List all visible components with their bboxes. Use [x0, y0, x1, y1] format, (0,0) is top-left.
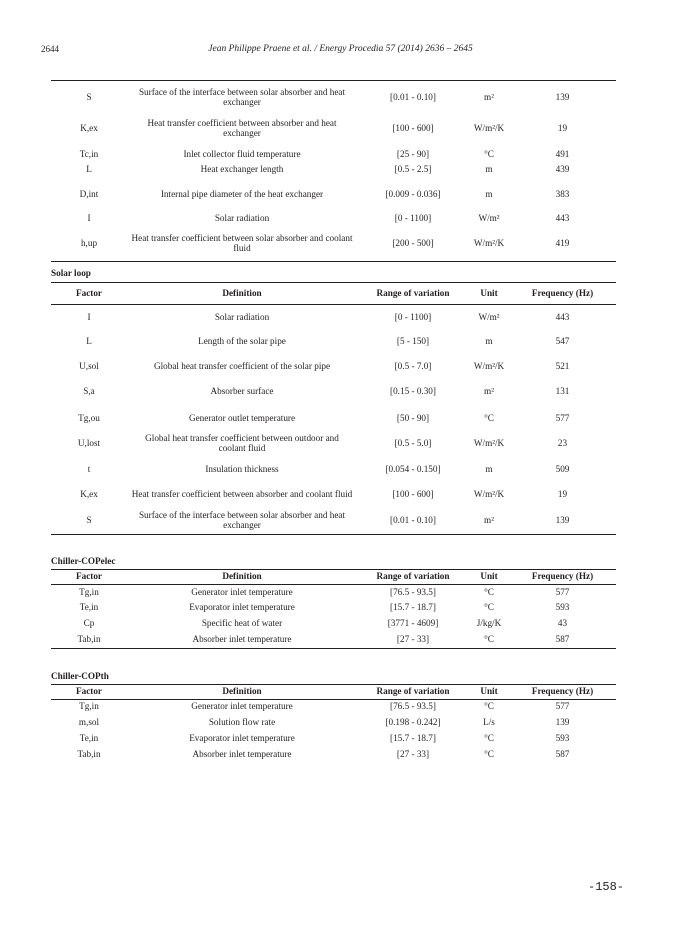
unit-cell: W/m²/K	[473, 437, 505, 448]
table-bottom-rule	[51, 261, 616, 262]
definition-cell: Internal pipe diameter of the heat exchanger	[160, 188, 324, 199]
range-cell: [200 - 500]	[392, 237, 434, 248]
range-cell: [25 - 90]	[396, 148, 430, 159]
range-cell: [0.01 - 0.10]	[390, 91, 436, 102]
range-cell: [0.5 - 5.0]	[394, 437, 432, 448]
definition-cell: Solution flow rate	[208, 717, 276, 728]
table-row	[51, 601, 616, 614]
factor-cell: t	[87, 463, 91, 474]
factor-cell: Cp	[83, 618, 95, 629]
unit-cell: W/m²	[478, 212, 500, 223]
definition-cell: Heat transfer coefficient between absorber and coolant fluid	[131, 488, 353, 499]
frequency-cell: 23	[557, 437, 568, 448]
definition-cell: Evaporator inlet temperature	[189, 733, 295, 744]
factor-cell: L	[86, 335, 92, 346]
table-row	[51, 147, 616, 161]
continued-table	[51, 80, 616, 262]
table-row	[51, 700, 616, 713]
section-title: Solar loop	[51, 268, 91, 278]
table-row	[51, 232, 616, 254]
frequency-cell: 43	[557, 618, 568, 629]
factor-cell: Tg,in	[79, 701, 99, 712]
definition-cell: Solar radiation	[214, 212, 270, 223]
journal-citation: Jean Philippe Praene et al. / Energy Procedia 57 (2014) 2636 – 2645	[208, 44, 473, 54]
range-cell: [15.7 - 18.7]	[390, 733, 436, 744]
range-cell: [5 - 150]	[396, 335, 430, 346]
table-row	[51, 509, 616, 531]
frequency-cell: 491	[555, 148, 570, 159]
range-cell: [27 - 33]	[396, 634, 430, 645]
factor-cell: S	[86, 514, 92, 525]
frequency-cell: 383	[555, 188, 570, 199]
unit-cell: m	[485, 463, 493, 474]
frequency-cell: 139	[555, 514, 570, 525]
column-header-row	[51, 286, 616, 300]
table-row	[51, 310, 616, 324]
range-cell: [15.7 - 18.7]	[390, 602, 436, 613]
frequency-cell: 547	[555, 335, 570, 346]
solar-loop-table	[51, 267, 616, 535]
range-cell: [100 - 600]	[392, 122, 434, 133]
header-definition: Definition	[222, 287, 262, 298]
frequency-cell: 131	[555, 385, 570, 396]
factor-cell: Tg,in	[79, 587, 99, 598]
table-row	[51, 617, 616, 630]
table-row	[51, 334, 616, 348]
table-row	[51, 716, 616, 729]
factor-cell: S	[86, 91, 92, 102]
column-header-row	[51, 570, 616, 583]
definition-cell: Global heat transfer coefficient between outdoor and coolant fluid	[145, 432, 339, 453]
unit-cell: W/m²	[478, 311, 500, 322]
range-cell: [100 - 600]	[392, 488, 434, 499]
header-rule	[51, 584, 616, 585]
page-footer-label: -158-	[588, 880, 625, 894]
definition-cell: Absorber surface	[210, 385, 274, 396]
chiller-copelec-table	[51, 555, 616, 650]
unit-cell: W/m²/K	[473, 488, 505, 499]
definition-cell: Absorber inlet temperature	[192, 749, 292, 760]
factor-cell: Te,in	[79, 602, 99, 613]
header-frequency: Frequency (Hz)	[531, 287, 594, 298]
range-cell: [0 - 1100]	[394, 212, 432, 223]
range-cell: [50 - 90]	[396, 412, 430, 423]
section-title: Chiller-COPelec	[51, 556, 116, 566]
table-row	[51, 86, 616, 108]
range-cell: [27 - 33]	[396, 749, 430, 760]
definition-cell: Global heat transfer coefficient of the solar pipe	[153, 360, 331, 371]
table-row	[51, 187, 616, 201]
header-frequency: Frequency (Hz)	[531, 571, 594, 582]
unit-cell: W/m²/K	[473, 360, 505, 371]
definition-cell: Heat transfer coefficient between absorber and heat exchanger	[147, 117, 337, 138]
table-row	[51, 732, 616, 745]
range-cell: [0.5 - 7.0]	[394, 360, 432, 371]
factor-cell: U,lost	[77, 437, 101, 448]
definition-cell: Absorber inlet temperature	[192, 634, 292, 645]
factor-cell: Tc,in	[79, 148, 99, 159]
definition-cell: Heat transfer coefficient between solar absorber and coolant fluid	[131, 232, 353, 253]
definition-cell: Insulation thickness	[205, 463, 279, 474]
table-row	[51, 748, 616, 761]
header-definition: Definition	[222, 571, 262, 582]
definition-cell: Solar radiation	[214, 311, 270, 322]
range-cell: [0.01 - 0.10]	[390, 514, 436, 525]
table-row	[51, 117, 616, 139]
table-top-rule	[51, 80, 616, 81]
range-cell: [0.009 - 0.036]	[385, 188, 441, 199]
chiller-copth-table	[51, 670, 616, 765]
range-cell: [0 - 1100]	[394, 311, 432, 322]
range-cell: [3771 - 4609]	[387, 618, 439, 629]
frequency-cell: 419	[555, 237, 570, 248]
table-row	[51, 162, 616, 176]
header-unit: Unit	[480, 571, 498, 582]
definition-cell: Heat exchanger length	[200, 163, 284, 174]
factor-cell: S,a	[83, 385, 95, 396]
frequency-cell: 509	[555, 463, 570, 474]
range-cell: [76.5 - 93.5]	[390, 587, 436, 598]
header-range: Range of variation	[376, 287, 450, 298]
header-frequency: Frequency (Hz)	[531, 686, 594, 697]
unit-cell: m	[485, 335, 493, 346]
frequency-cell: 19	[557, 488, 568, 499]
unit-cell: °C	[484, 602, 494, 613]
unit-cell: m	[485, 188, 493, 199]
section-title: Chiller-COPth	[51, 671, 109, 681]
unit-cell: °C	[484, 587, 494, 598]
definition-cell: Surface of the interface between solar absorber and heat exchanger	[138, 509, 346, 530]
column-header-row	[51, 685, 616, 698]
unit-cell: °C	[484, 701, 494, 712]
definition-cell: Length of the solar pipe	[198, 335, 286, 346]
frequency-cell: 577	[555, 412, 570, 423]
factor-cell: I	[87, 311, 91, 322]
factor-cell: U,sol	[79, 360, 99, 371]
factor-cell: K,ex	[80, 488, 98, 499]
factor-cell: Tab,in	[77, 749, 101, 760]
definition-cell: Generator inlet temperature	[191, 701, 293, 712]
factor-cell: Te,in	[79, 733, 99, 744]
definition-cell: Specific heat of water	[201, 618, 283, 629]
table-row	[51, 411, 616, 425]
frequency-cell: 593	[555, 733, 570, 744]
definition-cell: Evaporator inlet temperature	[189, 602, 295, 613]
frequency-cell: 443	[555, 311, 570, 322]
header-range: Range of variation	[376, 686, 450, 697]
table-row	[51, 359, 616, 373]
header-unit: Unit	[480, 686, 498, 697]
frequency-cell: 587	[555, 749, 570, 760]
unit-cell: m	[485, 163, 493, 174]
definition-cell: Generator inlet temperature	[191, 587, 293, 598]
factor-cell: I	[87, 212, 91, 223]
header-factor: Factor	[75, 686, 102, 697]
page-number: 2644	[41, 44, 59, 54]
factor-cell: m,sol	[78, 717, 100, 728]
table-row	[51, 483, 616, 505]
frequency-cell: 19	[557, 122, 568, 133]
unit-cell: L/s	[483, 717, 495, 728]
factor-cell: h,up	[80, 237, 98, 248]
factor-cell: D,int	[79, 188, 99, 199]
unit-cell: m²	[484, 91, 494, 102]
factor-cell: Tab,in	[77, 634, 101, 645]
unit-cell: J/kg/K	[476, 618, 502, 629]
header-factor: Factor	[75, 287, 102, 298]
table-bottom-rule	[51, 534, 616, 535]
unit-cell: m²	[484, 514, 494, 525]
frequency-cell: 139	[555, 91, 570, 102]
unit-cell: °C	[484, 412, 494, 423]
frequency-cell: 593	[555, 602, 570, 613]
definition-cell: Inlet collector fluid temperature	[183, 148, 301, 159]
range-cell: [0.054 - 0.150]	[385, 463, 441, 474]
frequency-cell: 577	[555, 587, 570, 598]
frequency-cell: 577	[555, 701, 570, 712]
factor-cell: K,ex	[80, 122, 98, 133]
frequency-cell: 439	[555, 163, 570, 174]
header-rule	[51, 304, 616, 305]
header-factor: Factor	[75, 571, 102, 582]
definition-cell: Generator outlet temperature	[188, 412, 296, 423]
header-range: Range of variation	[376, 571, 450, 582]
header-definition: Definition	[222, 686, 262, 697]
range-cell: [76.5 - 93.5]	[390, 701, 436, 712]
table-row	[51, 462, 616, 476]
range-cell: [0.15 - 0.30]	[390, 385, 436, 396]
range-cell: [0.5 - 2.5]	[394, 163, 432, 174]
unit-cell: °C	[484, 634, 494, 645]
factor-cell: L	[86, 163, 92, 174]
frequency-cell: 521	[555, 360, 570, 371]
table-row	[51, 384, 616, 398]
frequency-cell: 587	[555, 634, 570, 645]
table-row	[51, 633, 616, 646]
table-row	[51, 432, 616, 454]
header-unit: Unit	[480, 287, 498, 298]
unit-cell: °C	[484, 148, 494, 159]
table-bottom-rule	[51, 648, 616, 649]
unit-cell: W/m²/K	[473, 122, 505, 133]
table-top-rule	[51, 282, 616, 283]
unit-cell: W/m²/K	[473, 237, 505, 248]
table-row	[51, 586, 616, 599]
table-row	[51, 211, 616, 225]
definition-cell: Surface of the interface between solar absorber and heat exchanger	[138, 86, 346, 107]
unit-cell: °C	[484, 733, 494, 744]
frequency-cell: 139	[555, 717, 570, 728]
unit-cell: m²	[484, 385, 494, 396]
frequency-cell: 443	[555, 212, 570, 223]
unit-cell: °C	[484, 749, 494, 760]
factor-cell: Tg,ou	[78, 412, 100, 423]
range-cell: [0.198 - 0.242]	[385, 717, 441, 728]
